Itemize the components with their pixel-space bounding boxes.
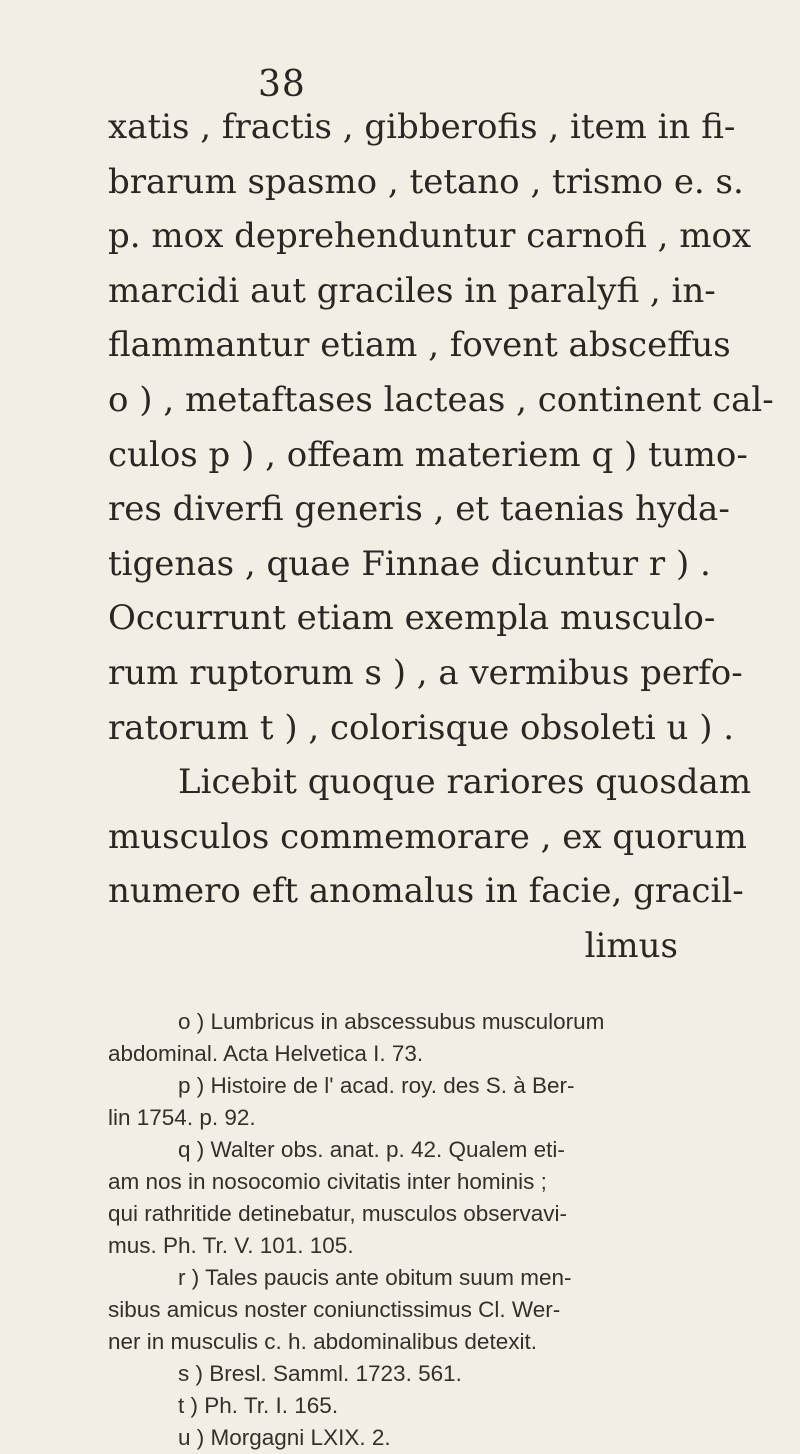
footnote-line: qui rathritide detinebatur, musculos observavi-: [108, 1201, 567, 1226]
footnote-line: o ) Lumbricus in abscessubus musculorum: [178, 1009, 605, 1034]
text-line: res diverfi generis , et taenias hyda-: [108, 489, 730, 530]
text-line: tigenas , quae Finnae dicuntur r ) .: [108, 543, 711, 584]
footnote-line: abdominal. Acta Helvetica I. 73.: [108, 1041, 424, 1066]
text-line: p. mox deprehenduntur carnofi , mox: [108, 216, 752, 257]
text-line: numero eft anomalus in facie, gracil-: [108, 871, 744, 912]
text-line: musculos commemorare , ex quorum: [108, 816, 747, 857]
footnotes: [108, 1006, 788, 1454]
page-number: 38: [258, 64, 306, 105]
text-line: rum ruptorum s ) , a vermibus perfo-: [108, 652, 743, 693]
catchword: limus: [584, 925, 678, 966]
footnote-line: p ) Histoire de l' acad. roy. des S. à Ber-: [178, 1073, 575, 1098]
text-line: xatis , fractis , gibberofis , item in fi-: [108, 107, 736, 147]
text-line: ratorum t ) , colorisque obsoleti u ) .: [108, 707, 735, 748]
footnote-line: s ) Bresl. Samml. 1723. 561.: [178, 1361, 462, 1386]
text-line: marcidi aut graciles in paralyfi , in-: [108, 270, 716, 311]
footnote-line: u ) Morgagni LXIX. 2.: [178, 1425, 391, 1450]
text-line: flammantur etiam , fovent absceffus: [108, 325, 731, 366]
footnote-line: r ) Tales paucis ante obitum suum men-: [178, 1265, 572, 1290]
footnote-line: am nos in nosocomio civitatis inter hominis ;: [108, 1169, 547, 1194]
text-line: culos p ) , offeam materiem q ) tumo-: [108, 434, 748, 475]
footnote-line: lin 1754. p. 92.: [108, 1105, 256, 1130]
footnote-line: ner in musculis c. h. abdominalibus detexit.: [108, 1329, 537, 1354]
footnote-line: mus. Ph. Tr. V. 101. 105.: [108, 1233, 354, 1258]
text-line: Occurrunt etiam exempla musculo-: [108, 598, 716, 639]
text-line: brarum spasmo , tetano , trismo e. s.: [108, 161, 744, 202]
footnote-line: sibus amicus noster coniunctissimus Cl. Wer-: [108, 1297, 561, 1322]
footnote-line: q ) Walter obs. anat. p. 42. Qualem eti-: [178, 1137, 565, 1162]
text-line: o ) , metaftases lacteas , continent cal-: [108, 379, 774, 420]
main-text: [108, 100, 788, 974]
text-line: Licebit quoque rariores quosdam: [178, 762, 752, 803]
footnote-line: t ) Ph. Tr. I. 165.: [178, 1393, 339, 1418]
